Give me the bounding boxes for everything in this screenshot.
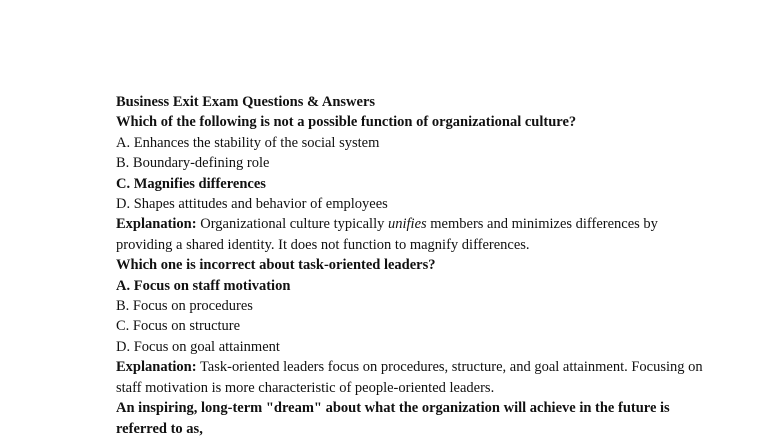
q1-explanation-after: members and minimizes differences by providing a shared identity. It does not function to magnify differences. [116, 216, 658, 253]
q2-option-d: D. Focus on goal attainment [116, 338, 280, 355]
q1-explanation-label: Explanation: [116, 216, 197, 233]
document-title: Business Exit Exam Questions & Answers [116, 94, 376, 110]
q1-explanation-before: Organizational culture typically [196, 216, 388, 233]
q1-option-b: B. Boundary-defining role [116, 155, 270, 172]
question-1: Which of the following is not a possible function of organizational culture? [116, 114, 577, 131]
q2-option-a-correct: A. Focus on staff motivation [116, 277, 291, 294]
question-3: An inspiring, long-term "dream" about what the organization will achieve in the future is referred to as, [116, 400, 670, 437]
q1-explanation [116, 214, 706, 255]
q2-option-c: C. Focus on structure [116, 318, 241, 335]
q2-explanation-label: Explanation: [116, 359, 197, 376]
q1-option-d: D. Shapes attitudes and behavior of employees [116, 196, 388, 213]
q2-explanation-text: Task-oriented leaders focus on procedures, structure, and goal attainment. Focusing on staff motivation is more characteristic of people-oriented leaders. [116, 359, 703, 396]
document-content [116, 92, 736, 439]
q2-explanation [116, 357, 706, 398]
q1-option-c-correct: C. Magnifies differences [116, 175, 266, 192]
q2-option-b: B. Focus on procedures [116, 298, 253, 315]
q1-explanation-emphasis: unifies [387, 216, 427, 233]
question-2: Which one is incorrect about task-oriented leaders? [116, 257, 436, 274]
q1-option-a: A. Enhances the stability of the social system [116, 134, 380, 151]
